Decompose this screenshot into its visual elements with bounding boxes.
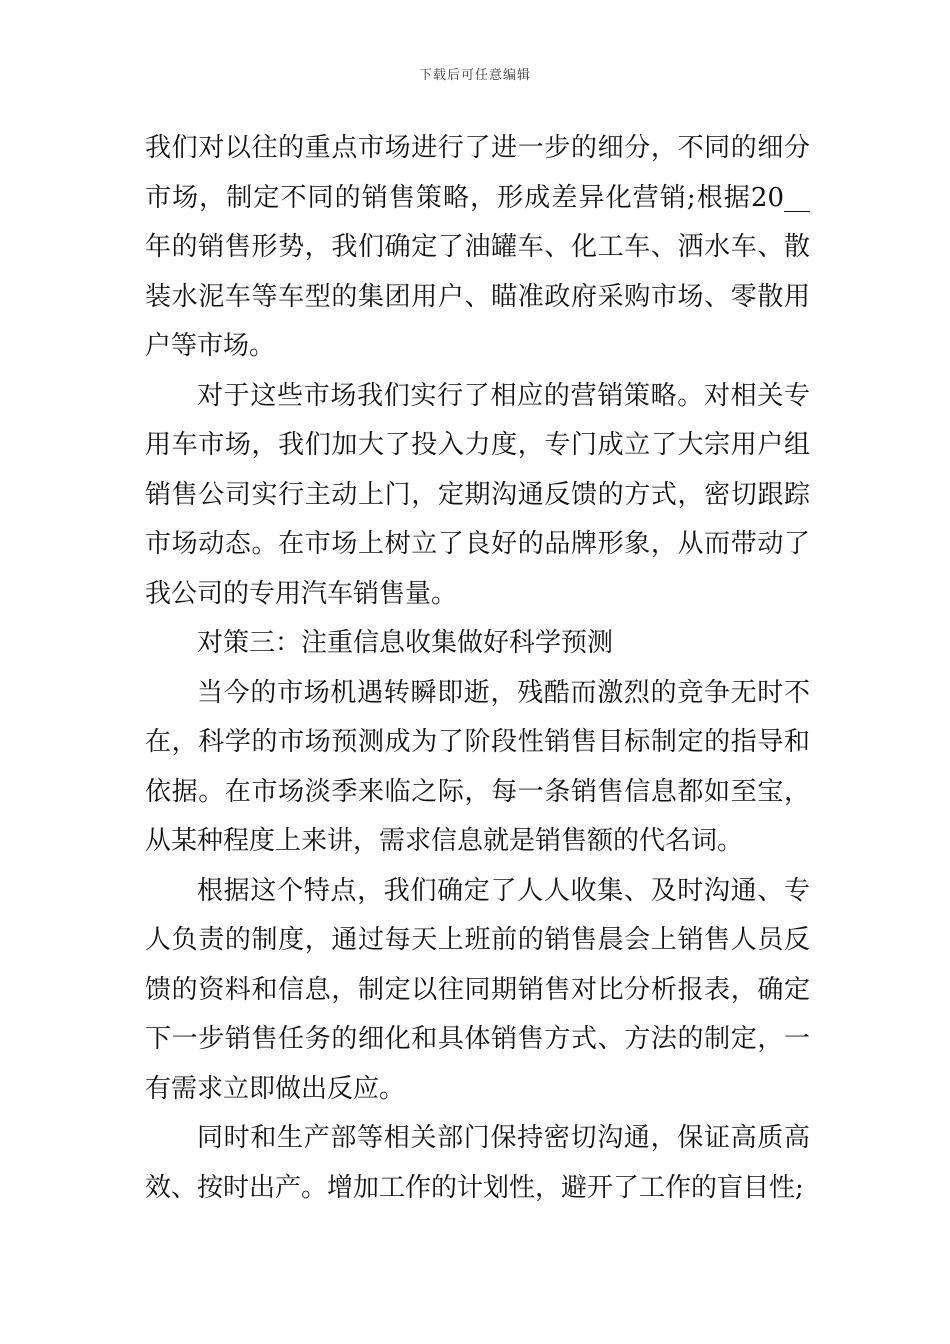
paragraph-marketing-strategy: 对于这些市场我们实行了相应的营销策略。对相关专用车市场，我们加大了投入力度，专门成立了大宗用户组销售公司实行主动上门，定期沟通反馈的方式，密切跟踪市场动态。在市场上树立了良好的品牌形象，从而带动了我公司的专用汽车销售量。 [145, 380, 810, 609]
paragraph-market-segmentation: 我们对以往的重点市场进行了进一步的细分，不同的细分市场，制定不同的销售策略，形成差异化营销;根据20__年的销售形势，我们确定了油罐车、化工车、洒水车、散装水泥车等车型的集团用户、瞄准政府采购市场、零散用户等市场。 [145, 133, 810, 361]
section-heading-strategy-three: 对策三：注重信息收集做好科学预测 [197, 628, 614, 658]
document-body [145, 124, 810, 1213]
paragraph-market-forecast: 当今的市场机遇转瞬即逝，残酷而激烈的竞争无时不在，科学的市场预测成为了阶段性销售目标制定的指导和依据。在市场淡季来临之际，每一条销售信息都如至宝，从某种程度上来讲，需求信息就是销售额的代名词。 [145, 677, 810, 856]
paragraph-production-coordination: 同时和生产部等相关部门保持密切沟通，保证高质高效、按时出产。增加工作的计划性，避开了工作的盲目性; [145, 1123, 810, 1203]
page-header-note: 下载后可任意编辑 [418, 68, 531, 83]
paragraph-information-system: 根据这个特点，我们确定了人人收集、及时沟通、专人负责的制度，通过每天上班前的销售晨会上销售人员反馈的资料和信息，制定以往同期销售对比分析报表，确定下一步销售任务的细化和具体销售方式、方法的制定，一有需求立即做出反应。 [145, 875, 810, 1104]
